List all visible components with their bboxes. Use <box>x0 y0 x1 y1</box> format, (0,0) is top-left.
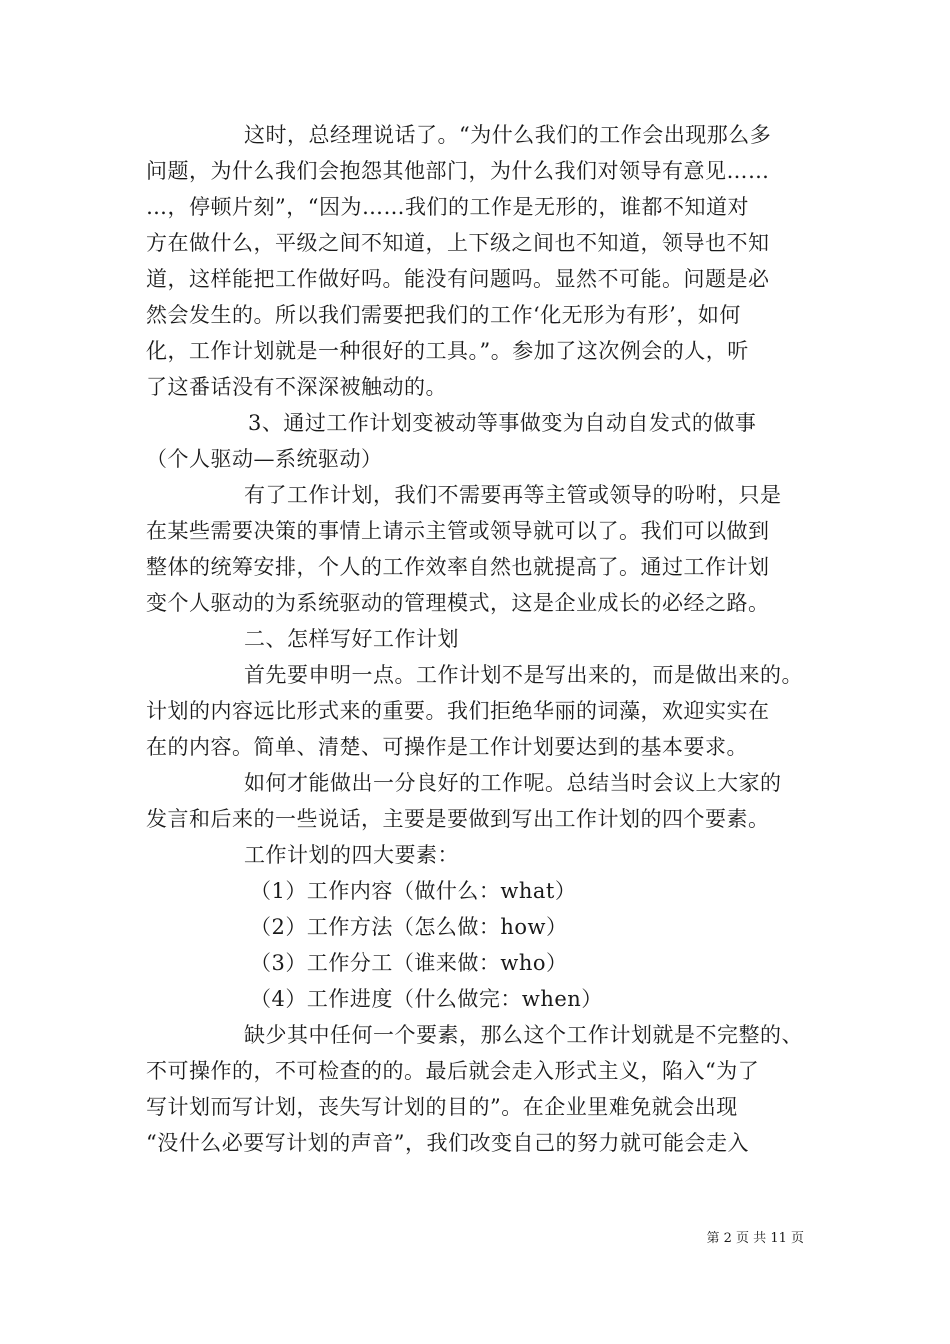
body-text <box>146 117 812 1161</box>
text-line: 首先要申明一点。工作计划不是写出来的，而是做出来的。 <box>244 663 803 687</box>
list-item: （2）工作方法（怎么做：how） <box>250 915 568 939</box>
list-title: 工作计划的四大要素： <box>244 843 459 867</box>
text-line: 在的内容。简单、清楚、可操作是工作计划要达到的基本要求。 <box>146 735 748 759</box>
text-line: 缺少其中任何一个要素，那么这个工作计划就是不完整的、 <box>244 1023 803 1047</box>
page-number: 第 2 页 共 11 页 <box>706 1231 804 1246</box>
text-line: 在某些需要决策的事情上请示主管或领导就可以了。我们可以做到 <box>146 519 770 543</box>
text-line: 有了工作计划，我们不需要再等主管或领导的吩咐，只是 <box>244 483 782 507</box>
text-line: 变个人驱动的为系统驱动的管理模式，这是企业成长的必经之路。 <box>146 591 770 615</box>
section-heading-2: 二、怎样写好工作计划 <box>244 627 459 651</box>
text-line: 然会发生的。所以我们需要把我们的工作‘化无形为有形’，如何 <box>146 303 741 327</box>
text-line: 化，工作计划就是一种很好的工具。”。参加了这次例会的人，听 <box>146 339 749 363</box>
text-line: …，停顿片刻”，“因为……我们的工作是无形的，谁都不知道对 <box>146 195 749 219</box>
text-line: 问题，为什么我们会抱怨其他部门，为什么我们对领导有意见…… <box>146 159 770 183</box>
text-line: 写计划而写计划，丧失写计划的目的”。在企业里难免就会出现 <box>146 1095 738 1119</box>
list-item: （3）工作分工（谁来做：who） <box>250 951 568 975</box>
text-line: 这时，总经理说话了。“为什么我们的工作会出现那么多 <box>244 123 772 147</box>
text-line: 道，这样能把工作做好吗。能没有问题吗。显然不可能。问题是必 <box>146 267 770 291</box>
text-line: 计划的内容远比形式来的重要。我们拒绝华丽的词藻，欢迎实实在 <box>146 699 770 723</box>
text-line: 整体的统筹安排，个人的工作效率自然也就提高了。通过工作计划 <box>146 555 770 579</box>
text-line: 了这番话没有不深深被触动的。 <box>146 375 447 399</box>
text-line: 如何才能做出一分良好的工作呢。总结当时会议上大家的 <box>244 771 782 795</box>
text-line: 发言和后来的一些说话，主要是要做到写出工作计划的四个要素。 <box>146 807 770 831</box>
section-heading-3: 3、通过工作计划变被动等事做变为自动自发式的做事 <box>248 411 757 435</box>
text-line: 不可操作的，不可检查的的。最后就会走入形式主义，陷入“为了 <box>146 1059 760 1083</box>
text-line: “没什么必要写计划的声音”，我们改变自己的努力就可能会走入 <box>146 1131 749 1155</box>
list-item: （4）工作进度（什么做完：when） <box>250 987 603 1011</box>
text-line: 方在做什么，平级之间不知道，上下级之间也不知道，领导也不知 <box>146 231 770 255</box>
list-item: （1）工作内容（做什么：what） <box>250 879 577 903</box>
section-heading-3-cont: （个人驱动—系统驱动） <box>146 447 383 471</box>
